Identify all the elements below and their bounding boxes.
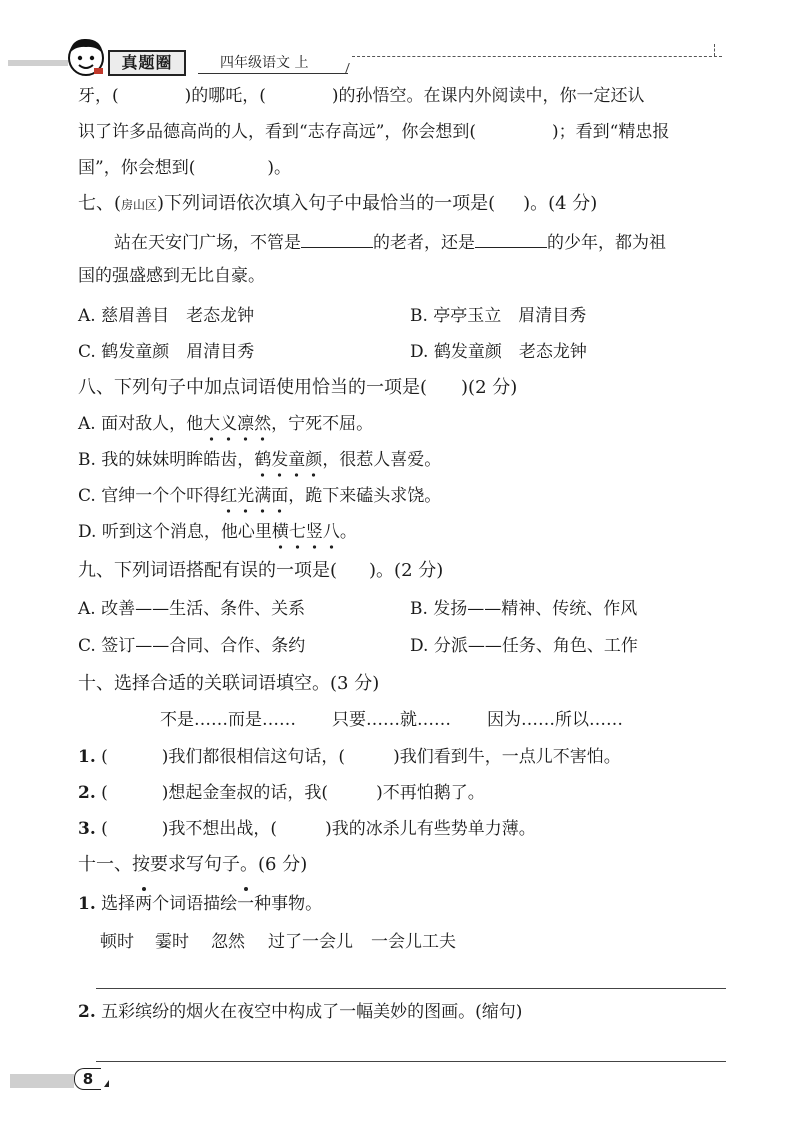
paren-open: ( [101, 747, 108, 767]
mascot-icon [64, 34, 108, 78]
q7-region: 房山区 [121, 198, 158, 212]
q7-option-a[interactable]: A. 慈眉善目 老态龙钟 [78, 306, 255, 326]
q8-title [78, 376, 517, 400]
q7-title-mid: )下列词语依次填入句子中最恰当的一项是( [157, 193, 496, 214]
q10-item-text: )我的冰杀儿有些势单力薄。 [325, 819, 536, 839]
q8-option-text: ，跪下来磕头求饶。 [288, 486, 442, 506]
intro-text: )的哪吒，( [184, 86, 266, 106]
q7-option-d[interactable]: D. 鹤发童颜 老态龙钟 [410, 342, 587, 362]
q7-sentence-text: 的少年，都为祖 [547, 233, 666, 253]
q8-option-a[interactable] [78, 412, 373, 436]
paren-open: ( [101, 819, 108, 839]
q7-sentence-text: 的老者，还是 [373, 233, 475, 253]
intro-text: 识了许多品德高尚的人，看到“志存高远”，你会想到( [78, 122, 477, 142]
intro-text: )的孙悟空。在课内外阅读中，你一定还认 [331, 86, 645, 106]
q11-word-5: 一会儿工夫 [371, 932, 456, 952]
q10-title: 十、选择合适的关联词语填空。(3 分) [78, 673, 380, 694]
q8-title-text: 八、下列句子中加点词语使用恰当的一项是( [78, 377, 428, 398]
grade-subject-label: 四年级语文 上 [220, 55, 309, 71]
q11-item1-text: 个词语描绘 [152, 894, 238, 914]
q10-item-text: )我们都很相信这句话，( [161, 747, 346, 767]
q11-item1-dotted-char: 两 [135, 894, 153, 914]
q10-item-3 [78, 817, 536, 841]
paren-open: ( [101, 783, 108, 803]
q7-title [78, 192, 597, 217]
header-rule [198, 73, 348, 74]
q11-item2-text: 五彩缤纷的烟火在夜空中构成了一幅美妙的图画。(缩句) [101, 1002, 523, 1022]
q10-item-1 [78, 745, 621, 769]
q8-dotted-word-b: 鹤发童颜 [254, 450, 322, 470]
q11-word-1: 顿时 [100, 932, 134, 952]
q9-option-c[interactable]: C. 签订——合同、合作、条约 [78, 636, 306, 656]
q9-title [78, 559, 443, 583]
q8-option-text: 。 [339, 522, 357, 542]
q11-item-1 [78, 892, 322, 916]
header-rule-tick [345, 63, 350, 73]
q8-option-text: C. 官绅一个个吓得 [78, 486, 221, 506]
q11-title: 十一、按要求写句子。(6 分) [78, 854, 308, 875]
q11-answer-line-2[interactable] [96, 1061, 726, 1062]
q9-title-text: )。(2 分) [369, 560, 444, 581]
q8-option-text: B. 我的妹妹明眸皓齿， [78, 450, 255, 470]
q11-word-2: 霎时 [155, 932, 189, 952]
q9-title-text: 九、下列词语搭配有误的一项是( [78, 560, 338, 581]
header-decoration-bar [8, 60, 68, 66]
q8-dotted-word-a: 大义凛然 [203, 414, 271, 434]
intro-text: 牙，( [78, 86, 119, 106]
q8-title-text: )(2 分) [461, 377, 518, 398]
q10-choice-1: 不是……而是…… [160, 710, 296, 730]
q7-fill-blank-1[interactable] [301, 229, 373, 248]
q8-dotted-word-d: 横七竖八 [272, 522, 340, 542]
intro-line-1 [78, 84, 645, 108]
q11-item1-text: 种事物。 [254, 894, 323, 914]
q9-option-a[interactable]: A. 改善——生活、条件、关系 [78, 599, 306, 619]
q10-item-text: )想起金奎叔的话，我( [161, 783, 329, 803]
intro-text: )；看到“精忠报 [552, 122, 670, 142]
page-number: 8 [74, 1068, 101, 1090]
q7-fill-blank-2[interactable] [475, 229, 547, 248]
q11-item-2 [78, 1000, 522, 1024]
footer-decoration-bar [10, 1074, 74, 1088]
q8-option-text: ，很惹人喜爱。 [322, 450, 442, 470]
q7-sentence-line-1 [114, 229, 666, 255]
q7-title-prefix: 七、( [78, 193, 122, 214]
q8-dotted-word-c: 红光满面 [220, 486, 288, 506]
q7-title-suffix: )。(4 分) [523, 193, 598, 214]
q8-option-text: ，宁死不屈。 [271, 414, 374, 434]
q8-option-text: A. 面对敌人，他 [78, 414, 204, 434]
q7-option-c[interactable]: C. 鹤发童颜 眉清目秀 [78, 342, 255, 362]
q8-option-text: D. 听到这个消息，他心里 [78, 522, 272, 542]
header-dashed-rule [352, 56, 722, 57]
q8-option-d[interactable] [78, 520, 357, 544]
intro-line-3 [78, 156, 291, 180]
intro-line-2 [78, 120, 669, 144]
item-number: 1. [78, 894, 96, 914]
q9-option-d[interactable]: D. 分派——任务、角色、工作 [410, 636, 638, 656]
q11-item1-text: 选择 [101, 894, 136, 914]
q10-item-text: )我们看到牛，一点儿不害怕。 [393, 747, 621, 767]
q8-option-b[interactable] [78, 448, 441, 472]
q10-item-2 [78, 781, 485, 805]
q7-sentence-line-2: 国的强盛感到无比自豪。 [78, 266, 265, 286]
q11-word-3: 忽然 [211, 932, 245, 952]
q10-item-text: )不再怕鹅了。 [376, 783, 485, 803]
q11-word-4: 过了一会儿 [268, 932, 353, 952]
intro-text: )。 [267, 158, 291, 178]
header-dashed-end [714, 44, 715, 56]
q10-choice-2: 只要……就…… [332, 710, 451, 730]
item-number: 2. [78, 1002, 96, 1022]
q11-answer-line-1[interactable] [96, 988, 726, 989]
item-number: 3. [78, 819, 96, 839]
q10-choice-3: 因为……所以…… [487, 710, 623, 730]
q7-option-b[interactable]: B. 亭亭玉立 眉清目秀 [410, 306, 587, 326]
intro-text: 国”，你会想到( [78, 158, 196, 178]
q10-item-text: )我不想出战，( [161, 819, 278, 839]
item-number: 1. [78, 747, 96, 767]
q8-option-c[interactable] [78, 484, 441, 508]
page-number-triangle-icon [104, 1080, 109, 1087]
q11-item1-dotted-char: 一 [237, 894, 255, 914]
q9-option-b[interactable]: B. 发扬——精神、传统、作风 [410, 599, 638, 619]
q7-sentence-text: 站在天安门广场，不管是 [114, 233, 301, 253]
item-number: 2. [78, 783, 96, 803]
brand-logo: 真题圈 [108, 50, 186, 76]
